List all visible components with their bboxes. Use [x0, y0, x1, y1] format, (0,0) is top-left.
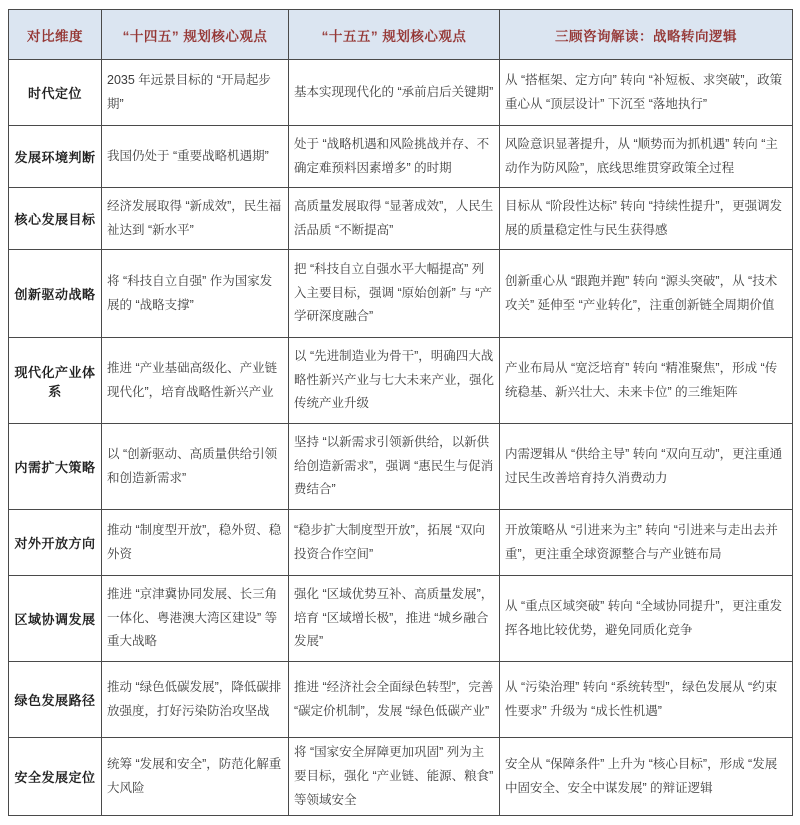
plan14-cell: 以 “创新驱动、高质量供给引领和创造新需求”: [102, 424, 289, 510]
plan15-cell: 将 “国家安全屏障更加巩固” 列为主要目标，强化 “产业链、能源、粮食” 等领域安全: [289, 738, 500, 816]
interpretation-cell: 安全从 “保障条件” 上升为 “核心目标”，形成 “发展中固安全、安全中谋发展” 的辩证逻辑: [500, 738, 793, 816]
table-row: [9, 250, 793, 338]
plan15-cell: 强化 “区域优势互补、高质量发展”，培育 “区域增长极”，推进 “城乡融合发展”: [289, 576, 500, 662]
plan14-cell: 推动 “制度型开放”，稳外贸、稳外资: [102, 510, 289, 576]
plan14-cell: 将 “科技自立自强” 作为国家发展的 “战略支撑”: [102, 250, 289, 338]
plan14-cell: 推进 “产业基础高级化、产业链现代化”，培育战略性新兴产业: [102, 338, 289, 424]
interpretation-cell: 从 “污染治理” 转向 “系统转型”，绿色发展从 “约束性要求” 升级为 “成长性机遇”: [500, 662, 793, 738]
interpretation-cell: 风险意识显著提升，从 “顺势而为抓机遇” 转向 “主动作为防风险”，底线思维贯穿政策全过程: [500, 126, 793, 188]
interpretation-cell: 产业布局从 “宽泛培育” 转向 “精准聚焦”，形成 “传统稳基、新兴壮大、未来卡位” 的三维矩阵: [500, 338, 793, 424]
dimension-cell: 安全发展定位: [9, 738, 102, 816]
interpretation-cell: 创新重心从 “跟跑并跑” 转向 “源头突破”，从 “技术攻关” 延伸至 “产业转化”，注重创新链全周期价值: [500, 250, 793, 338]
table-row: [9, 188, 793, 250]
header-plan14: “十四五” 规划核心观点: [102, 10, 289, 60]
dimension-cell: 内需扩大策略: [9, 424, 102, 510]
table-row: [9, 338, 793, 424]
plan14-cell: 推进 “京津冀协同发展、长三角一体化、粤港澳大湾区建设” 等重大战略: [102, 576, 289, 662]
plan14-cell: 2035 年远景目标的 “开局起步期”: [102, 60, 289, 126]
interpretation-cell: 从 “重点区域突破” 转向 “全域协同提升”，更注重发挥各地比较优势，避免同质化竞争: [500, 576, 793, 662]
plan15-cell: “稳步扩大制度型开放”，拓展 “双向投资合作空间”: [289, 510, 500, 576]
interpretation-cell: 目标从 “阶段性达标” 转向 “持续性提升”，更强调发展的质量稳定性与民生获得感: [500, 188, 793, 250]
table-row: [9, 738, 793, 816]
plan15-cell: 坚持 “以新需求引领新供给，以新供给创造新需求”，强调 “惠民生与促消费结合”: [289, 424, 500, 510]
table-row: [9, 662, 793, 738]
table-row: [9, 126, 793, 188]
header-dimension: 对比维度: [9, 10, 102, 60]
interpretation-cell: 开放策略从 “引进来为主” 转向 “引进来与走出去并重”，更注重全球资源整合与产业链布局: [500, 510, 793, 576]
plan15-cell: 把 “科技自立自强水平大幅提高” 列入主要目标，强调 “原始创新” 与 “产学研深度融合”: [289, 250, 500, 338]
table-header-row: [9, 10, 793, 60]
plan15-cell: 处于 “战略机遇和风险挑战并存、不确定难预料因素增多” 的时期: [289, 126, 500, 188]
plan14-cell: 我国仍处于 “重要战略机遇期”: [102, 126, 289, 188]
dimension-cell: 核心发展目标: [9, 188, 102, 250]
plan15-cell: 推进 “经济社会全面绿色转型”，完善 “碳定价机制”，发展 “绿色低碳产业”: [289, 662, 500, 738]
dimension-cell: 对外开放方向: [9, 510, 102, 576]
dimension-cell: 现代化产业体系: [9, 338, 102, 424]
table-row: [9, 424, 793, 510]
plan15-cell: 基本实现现代化的 “承前启后关键期”: [289, 60, 500, 126]
table-row: [9, 510, 793, 576]
dimension-cell: 创新驱动战略: [9, 250, 102, 338]
interpretation-cell: 从 “搭框架、定方向” 转向 “补短板、求突破”，政策重心从 “顶层设计” 下沉至 “落地执行”: [500, 60, 793, 126]
plan14-cell: 经济发展取得 “新成效”，民生福祉达到 “新水平”: [102, 188, 289, 250]
header-interpretation: 三顾咨询解读：战略转向逻辑: [500, 10, 793, 60]
dimension-cell: 绿色发展路径: [9, 662, 102, 738]
table-row: [9, 60, 793, 126]
plan14-cell: 统筹 “发展和安全”，防范化解重大风险: [102, 738, 289, 816]
dimension-cell: 发展环境判断: [9, 126, 102, 188]
dimension-cell: 时代定位: [9, 60, 102, 126]
dimension-cell: 区域协调发展: [9, 576, 102, 662]
comparison-table: [8, 9, 793, 816]
plan15-cell: 以 “先进制造业为骨干”，明确四大战略性新兴产业与七大未来产业，强化传统产业升级: [289, 338, 500, 424]
plan15-cell: 高质量发展取得 “显著成效”，人民生活品质 “不断提高”: [289, 188, 500, 250]
table-row: [9, 576, 793, 662]
plan14-cell: 推动 “绿色低碳发展”，降低碳排放强度，打好污染防治攻坚战: [102, 662, 289, 738]
interpretation-cell: 内需逻辑从 “供给主导” 转向 “双向互动”，更注重通过民生改善培育持久消费动力: [500, 424, 793, 510]
header-plan15: “十五五” 规划核心观点: [289, 10, 500, 60]
